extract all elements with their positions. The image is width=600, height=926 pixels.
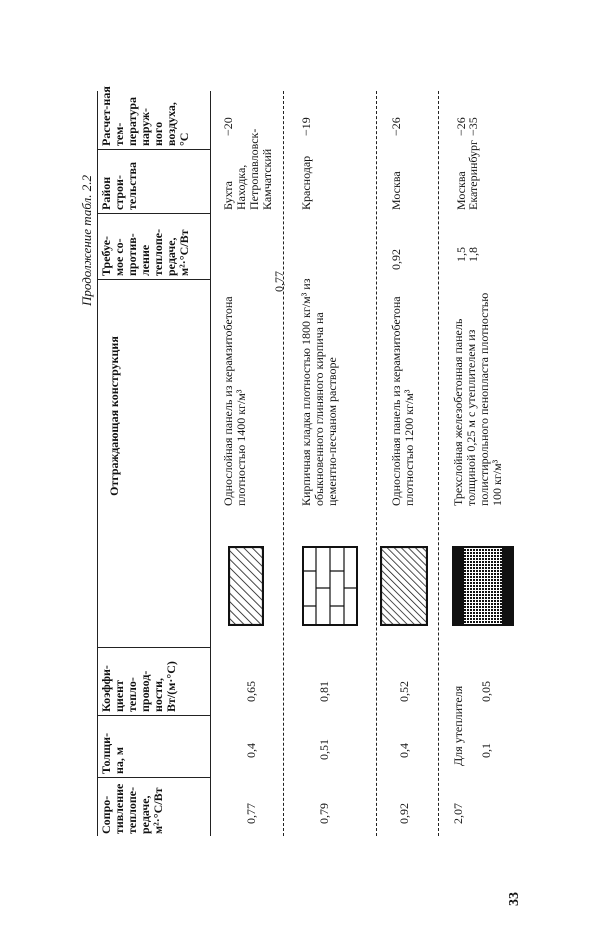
row2-resistance: 0,79 — [317, 803, 331, 824]
row1-coef: 0,65 — [244, 681, 258, 702]
header-coef: Коэффи-циент тепло-провод-ности, Вт/(м·°С) — [99, 661, 178, 712]
row3-temp: −26 — [389, 117, 403, 136]
row3-construction: Однослойная панель из керамзитобетона плотностью 1200 кг/м³ — [389, 296, 416, 506]
col-divider-required — [97, 279, 211, 280]
row3-resistance: 0,92 — [397, 803, 411, 824]
row2-construction: Кирпичная кладка плотностью 1800 кг/м³ из обыкновенного глиняного кирпича на цементно-песчаном растворе — [299, 278, 339, 506]
row4-insulation-note: Для утеплителя — [451, 685, 465, 766]
row1-construction: Однослойная панель из керамзитобетона плотностью 1400 кг/м³ — [221, 296, 248, 506]
row4-temp-a: −26 — [454, 117, 468, 136]
col-divider-2 — [97, 213, 211, 214]
col-divider-4 — [97, 715, 211, 716]
row4-required-b: 1,8 — [466, 247, 480, 262]
row2-temp: −19 — [299, 117, 313, 136]
row3-thickness: 0,4 — [397, 743, 411, 758]
row3-required: 0,92 — [389, 249, 403, 270]
header-temp: Расчет-ная тем-пература наруж-ного воздуха, °С — [99, 86, 191, 146]
row4-temp-b: −35 — [466, 117, 480, 136]
row4-coef: 0,05 — [479, 681, 493, 702]
row2-region: Краснодар — [299, 155, 313, 210]
row-separator-2 — [376, 91, 377, 836]
row3-region: Москва — [389, 171, 403, 210]
header-required-text: Требуе-мое со-против-ление теплопе-редаче, м²·°С/Вт — [99, 228, 191, 276]
table-caption: Продолжение табл. 2.2 — [79, 175, 94, 306]
header-bottom-rule — [210, 91, 211, 836]
row4-construction: Трехслойная железобетонная панель толщиной 0,25 м с утеплителем из полистирольного пенопласта плотностью 100 кг/м³ — [451, 292, 504, 506]
col-divider-3 — [97, 647, 211, 648]
row4-resistance: 2,07 — [451, 803, 465, 824]
row4-thickness: 0,1 — [479, 743, 493, 758]
brick-swatch — [302, 546, 358, 626]
row1-thickness: 0,4 — [244, 743, 258, 758]
row1-required: 0,77 — [272, 271, 286, 292]
row2-coef: 0,81 — [317, 681, 331, 702]
row-separator-1 — [283, 91, 284, 836]
row-separator-3 — [438, 91, 439, 836]
header-construction: Отграждающая конструкция — [107, 336, 121, 496]
hatched-concrete-swatch-2 — [380, 546, 428, 626]
header-region: Район строи-тельства — [99, 162, 139, 210]
header-thickness: Толщи-на, м — [99, 732, 126, 774]
row2-thickness: 0,51 — [317, 739, 331, 760]
row3-coef: 0,52 — [397, 681, 411, 702]
hatched-concrete-swatch-1 — [228, 546, 264, 626]
page-number: 33 — [507, 892, 522, 906]
header-resistance: Сопро-тивление теплопе-редаче, м²·°С/Вт — [99, 783, 165, 834]
row1-region: Бухта Находка, Петропавловск-Камчатский — [221, 128, 274, 210]
col-divider-1 — [97, 149, 211, 150]
row4-required-a: 1,5 — [454, 247, 468, 262]
row1-temp: −20 — [221, 117, 235, 136]
sandwich-panel-swatch — [452, 546, 514, 626]
row1-resistance: 0,77 — [244, 803, 258, 824]
row4-region-a: Москва — [454, 171, 468, 210]
row4-region-b: Екатеринбург — [466, 140, 480, 210]
